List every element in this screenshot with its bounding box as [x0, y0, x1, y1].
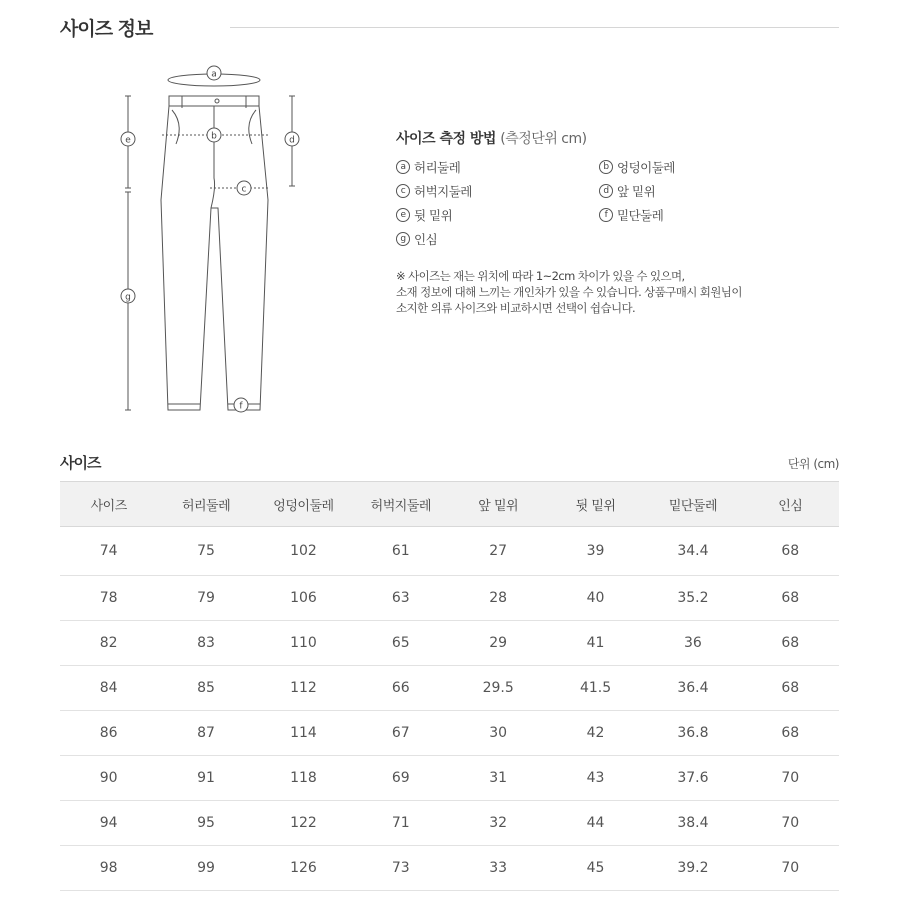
table-cell: 29.5	[450, 666, 547, 711]
legend-letter: f	[599, 208, 613, 222]
table-cell: 35.2	[644, 576, 741, 621]
table-cell: 95	[157, 801, 254, 846]
measurement-legend	[396, 158, 836, 248]
column-header: 사이즈	[60, 482, 157, 527]
legend-item-a	[396, 158, 599, 176]
table-cell: 106	[255, 576, 352, 621]
table-cell: 37.6	[644, 756, 741, 801]
table-cell: 34.4	[644, 527, 741, 576]
column-header: 앞 밑위	[450, 482, 547, 527]
legend-item-d	[599, 182, 799, 200]
table-cell: 69	[352, 756, 449, 801]
table-cell: 74	[60, 527, 157, 576]
size-table-title: 사이즈	[60, 454, 101, 472]
table-cell: 87	[157, 711, 254, 756]
table-row	[60, 846, 839, 891]
note-line: 소지한 의류 사이즈와 비교하시면 선택이 쉽습니다.	[396, 301, 636, 315]
table-row	[60, 666, 839, 711]
table-row	[60, 621, 839, 666]
table-cell: 28	[450, 576, 547, 621]
table-cell: 45	[547, 846, 644, 891]
table-cell: 68	[742, 666, 839, 711]
legend-letter: b	[599, 160, 613, 174]
table-cell: 67	[352, 711, 449, 756]
size-note	[396, 268, 836, 316]
measurement-guide-title	[396, 128, 836, 148]
column-header: 엉덩이둘레	[255, 482, 352, 527]
size-table	[60, 481, 839, 891]
note-line: ※ 사이즈는 재는 위치에 따라 1~2cm 차이가 있을 수 있으며,	[396, 269, 685, 283]
table-cell: 84	[60, 666, 157, 711]
table-body	[60, 527, 839, 891]
column-header: 뒷 밑위	[547, 482, 644, 527]
marker-e: e	[125, 135, 131, 146]
column-header: 인심	[742, 482, 839, 527]
table-cell: 29	[450, 621, 547, 666]
table-cell: 118	[255, 756, 352, 801]
legend-label: 밑단둘레	[617, 208, 664, 223]
table-cell: 41.5	[547, 666, 644, 711]
table-cell: 122	[255, 801, 352, 846]
table-cell: 31	[450, 756, 547, 801]
table-cell: 90	[60, 756, 157, 801]
table-cell: 70	[742, 846, 839, 891]
table-cell: 68	[742, 576, 839, 621]
page-title: 사이즈 정보	[60, 18, 153, 40]
column-header: 밑단둘레	[644, 482, 741, 527]
table-cell: 85	[157, 666, 254, 711]
legend-label: 뒷 밑위	[414, 208, 453, 223]
title-divider	[230, 27, 839, 28]
table-cell: 102	[255, 527, 352, 576]
table-row	[60, 576, 839, 621]
table-cell: 68	[742, 527, 839, 576]
legend-letter: e	[396, 208, 410, 222]
marker-d: d	[289, 135, 295, 146]
marker-g: g	[125, 292, 131, 303]
measurement-guide	[396, 128, 836, 248]
legend-item-c	[396, 182, 599, 200]
table-cell: 30	[450, 711, 547, 756]
table-cell: 65	[352, 621, 449, 666]
table-cell: 98	[60, 846, 157, 891]
table-cell: 40	[547, 576, 644, 621]
table-cell: 68	[742, 711, 839, 756]
table-cell: 44	[547, 801, 644, 846]
legend-letter: g	[396, 232, 410, 246]
table-cell: 79	[157, 576, 254, 621]
pants-measurement-diagram	[110, 60, 310, 420]
table-cell: 110	[255, 621, 352, 666]
table-header-row	[60, 482, 839, 527]
table-cell: 36	[644, 621, 741, 666]
table-cell: 94	[60, 801, 157, 846]
table-row	[60, 711, 839, 756]
table-cell: 70	[742, 756, 839, 801]
table-cell: 126	[255, 846, 352, 891]
table-cell: 70	[742, 801, 839, 846]
table-row	[60, 801, 839, 846]
table-cell: 27	[450, 527, 547, 576]
column-header: 허벅지둘레	[352, 482, 449, 527]
legend-label: 엉덩이둘레	[617, 160, 675, 175]
column-header: 허리둘레	[157, 482, 254, 527]
legend-label: 허리둘레	[414, 160, 461, 175]
legend-label: 허벅지둘레	[414, 184, 472, 199]
table-cell: 42	[547, 711, 644, 756]
marker-f: f	[239, 401, 243, 412]
table-cell: 82	[60, 621, 157, 666]
table-cell: 91	[157, 756, 254, 801]
legend-item-e	[396, 206, 599, 224]
table-cell: 114	[255, 711, 352, 756]
table-cell: 61	[352, 527, 449, 576]
legend-letter: d	[599, 184, 613, 198]
table-cell: 83	[157, 621, 254, 666]
note-line: 소재 정보에 대해 느끼는 개인차가 있을 수 있습니다. 상품구매시 회원님이	[396, 285, 742, 299]
table-cell: 86	[60, 711, 157, 756]
measurement-unit: (측정단위 cm)	[500, 131, 587, 147]
legend-item-g	[396, 230, 599, 248]
legend-label: 인심	[414, 232, 438, 247]
table-cell: 41	[547, 621, 644, 666]
table-cell: 78	[60, 576, 157, 621]
table-cell: 38.4	[644, 801, 741, 846]
table-cell: 32	[450, 801, 547, 846]
table-cell: 75	[157, 527, 254, 576]
pants-illustration	[110, 60, 310, 420]
table-cell: 63	[352, 576, 449, 621]
legend-label: 앞 밑위	[617, 184, 656, 199]
table-cell: 68	[742, 621, 839, 666]
table-cell: 43	[547, 756, 644, 801]
legend-item-b	[599, 158, 799, 176]
table-row	[60, 527, 839, 576]
marker-c: c	[241, 184, 247, 195]
marker-b: b	[211, 131, 217, 142]
table-cell: 36.8	[644, 711, 741, 756]
table-cell: 39.2	[644, 846, 741, 891]
marker-a: a	[211, 69, 217, 80]
table-cell: 112	[255, 666, 352, 711]
legend-item-f	[599, 206, 799, 224]
measurement-title-text: 사이즈 측정 방법	[396, 131, 496, 147]
table-cell: 39	[547, 527, 644, 576]
table-cell: 71	[352, 801, 449, 846]
table-cell: 73	[352, 846, 449, 891]
table-cell: 33	[450, 846, 547, 891]
table-cell: 99	[157, 846, 254, 891]
table-cell: 36.4	[644, 666, 741, 711]
legend-letter: c	[396, 184, 410, 198]
table-row	[60, 756, 839, 801]
size-table-unit: 단위 (cm)	[787, 457, 839, 471]
legend-letter: a	[396, 160, 410, 174]
table-cell: 66	[352, 666, 449, 711]
